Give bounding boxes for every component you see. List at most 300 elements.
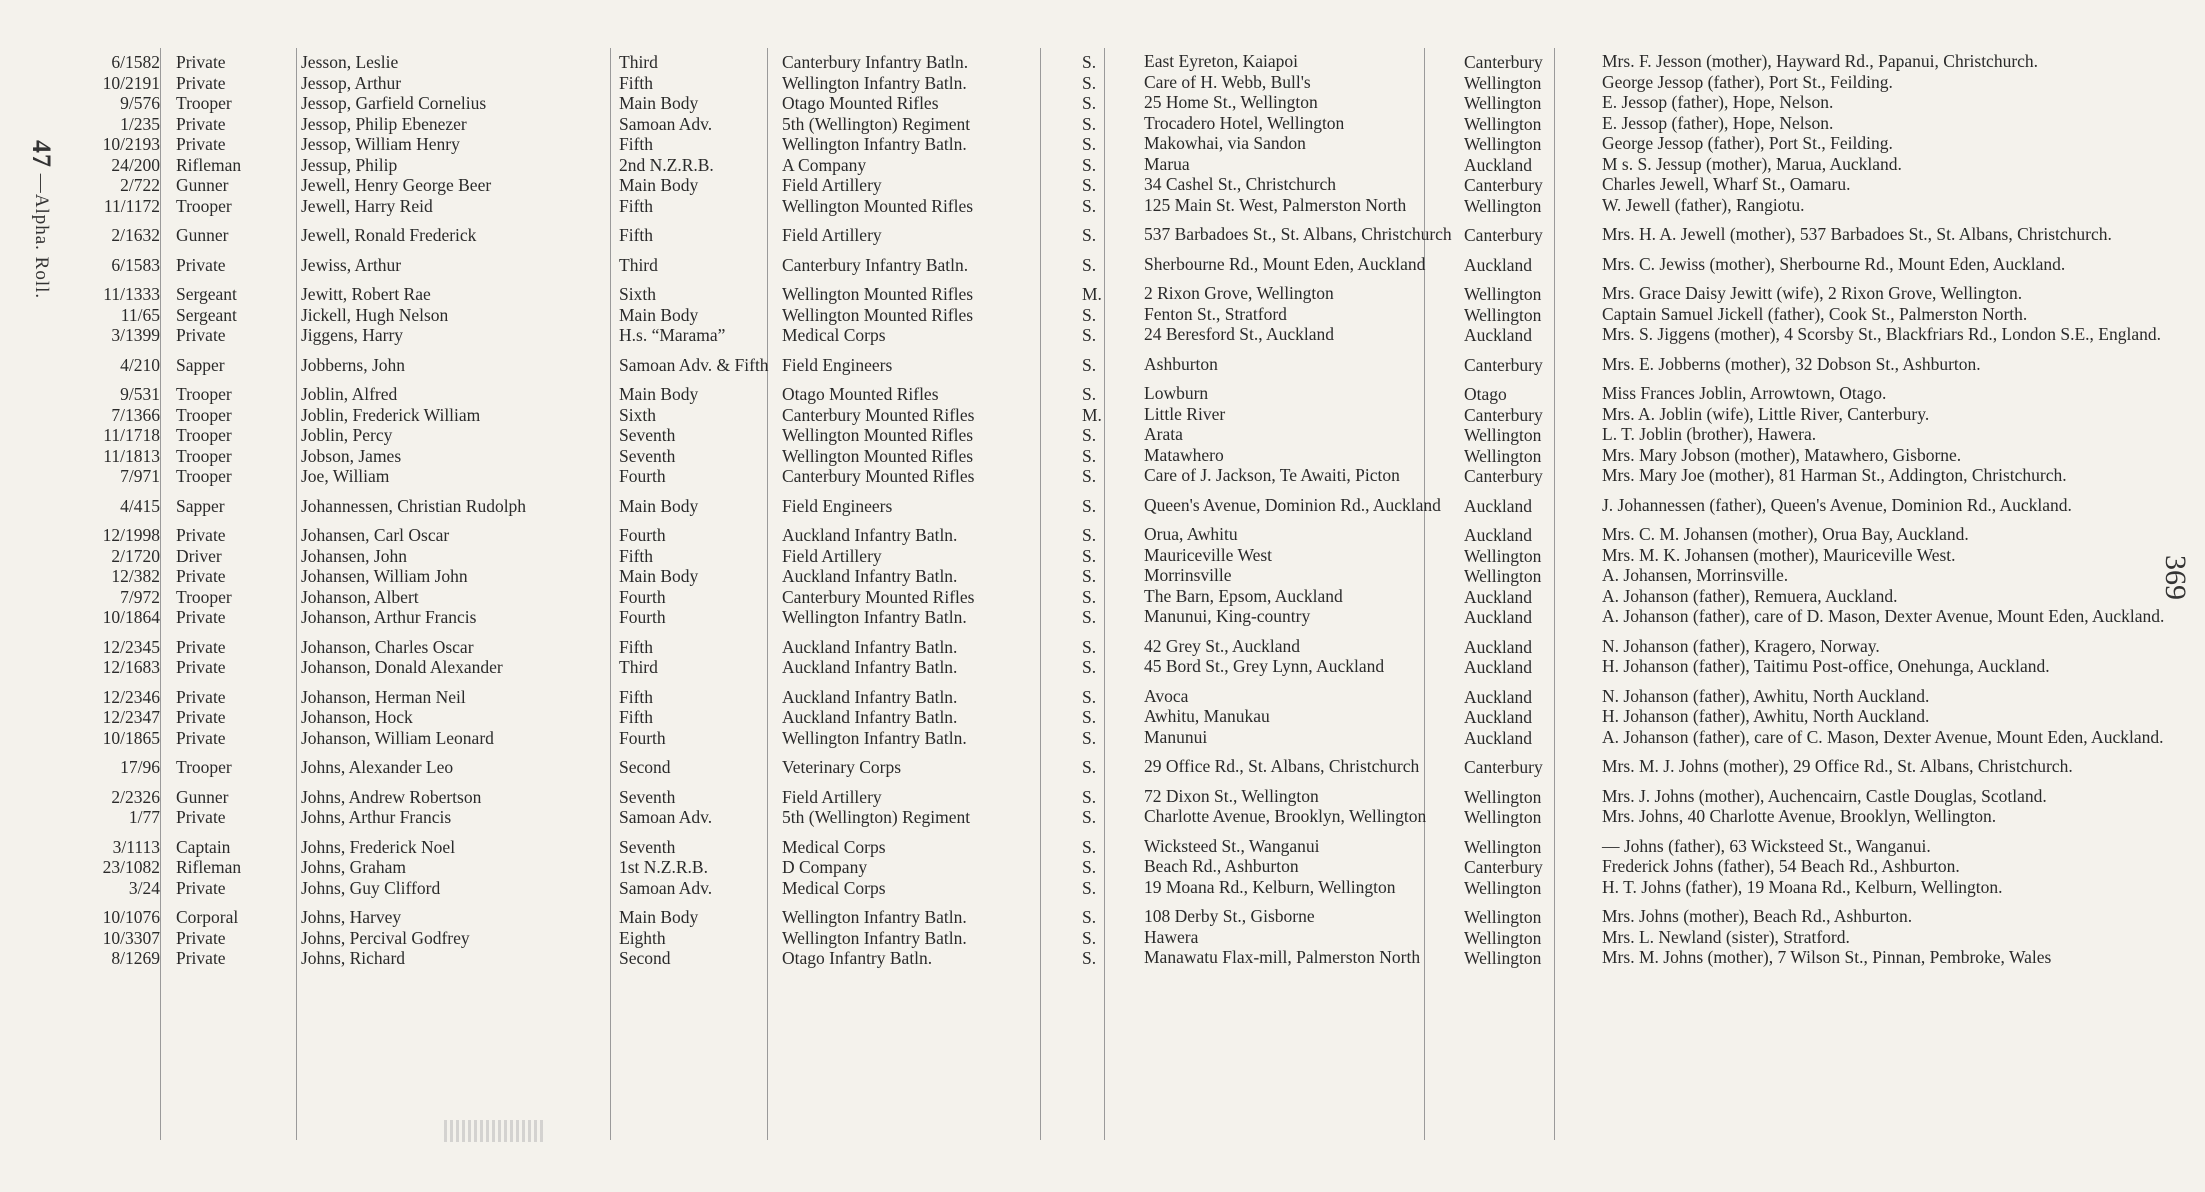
table-row: [60, 607, 2184, 628]
rank-cell: Gunner: [176, 225, 229, 245]
rank-cell: Private: [176, 113, 226, 134]
table-row: [60, 828, 2184, 858]
service-number-cell: 2/1632: [111, 225, 160, 245]
rank-cell: Private: [176, 254, 226, 275]
next-of-kin-cell: W. Jewell (father), Rangiotu.: [1602, 195, 1805, 215]
rank-cell: Sapper: [176, 495, 225, 516]
table-row: [60, 628, 2184, 658]
embarkation-unit-cell: Seventh: [619, 836, 676, 857]
marital-status-cell: M.: [1082, 404, 1102, 425]
corps-cell: Medical Corps: [782, 325, 886, 345]
district-cell: Canterbury: [1464, 175, 1543, 195]
service-number-cell: 4/210: [120, 354, 160, 375]
service-number-cell: 2/722: [120, 175, 160, 195]
embarkation-unit-cell: Fourth: [619, 586, 666, 607]
corps-cell: Canterbury Infantry Batln.: [782, 254, 969, 275]
soldier-name-cell: Jessup, Philip: [301, 154, 398, 175]
corps-cell: Veterinary Corps: [782, 757, 902, 777]
table-row: [60, 346, 2184, 376]
soldier-name-cell: Johns, Guy Clifford: [301, 877, 441, 898]
district-cell: Canterbury: [1464, 757, 1543, 777]
corps-cell: Wellington Infantry Batln.: [782, 907, 967, 927]
last-address-cell: 34 Cashel St., Christchurch: [1144, 175, 1336, 194]
rank-cell: Private: [176, 134, 226, 154]
district-cell: Canterbury: [1464, 354, 1543, 375]
corps-cell: Medical Corps: [782, 836, 886, 857]
embarkation-unit-cell: Main Body: [619, 175, 699, 195]
corps-cell: 5th (Wellington) Regiment: [782, 113, 971, 134]
next-of-kin-cell: E. Jessop (father), Hope, Nelson.: [1602, 113, 1834, 133]
rank-cell: Private: [176, 566, 226, 586]
rank-cell: Trooper: [176, 404, 232, 425]
last-address-cell: Makowhai, via Sandon: [1144, 134, 1306, 153]
rank-cell: Rifleman: [176, 154, 242, 175]
soldier-name-cell: Joe, William: [301, 466, 390, 486]
district-cell: Canterbury: [1464, 225, 1543, 245]
embarkation-unit-cell: 1st N.Z.R.B.: [619, 857, 708, 877]
embarkation-unit-cell: Main Body: [619, 907, 699, 927]
district-cell: Wellington: [1464, 807, 1542, 827]
next-of-kin-cell: A. Johansen, Morrinsville.: [1602, 566, 1789, 585]
corps-cell: Auckland Infantry Batln.: [782, 686, 958, 707]
soldier-name-cell: Johanson, Hock: [301, 707, 413, 727]
service-number-cell: 6/1583: [111, 254, 160, 275]
table-row: [60, 748, 2184, 778]
service-number-cell: 12/2346: [102, 686, 160, 707]
embarkation-unit-cell: Sixth: [619, 284, 656, 304]
district-cell: Wellington: [1464, 134, 1542, 154]
last-address-cell: Awhitu, Manukau: [1144, 707, 1270, 726]
marital-status-cell: S.: [1082, 354, 1097, 375]
table-row: [60, 305, 2184, 326]
district-cell: Auckland: [1464, 607, 1533, 627]
marital-status-cell: S.: [1082, 175, 1097, 195]
soldier-name-cell: Jessop, Garfield Cornelius: [301, 93, 487, 113]
table-row: [60, 657, 2184, 678]
next-of-kin-cell: Mrs. M. Johns (mother), 7 Wilson St., Pinnan, Pembroke, Wales: [1602, 948, 2052, 967]
soldier-name-cell: Johns, Harvey: [301, 907, 402, 927]
service-number-cell: 10/1076: [102, 907, 160, 927]
corps-cell: Canterbury Mounted Rifles: [782, 404, 975, 425]
last-address-cell: 537 Barbadoes St., St. Albans, Christchurch: [1144, 224, 1452, 244]
last-address-cell: Hawera: [1144, 927, 1199, 947]
soldier-name-cell: Jewitt, Robert Rae: [301, 284, 431, 304]
corps-cell: Wellington Mounted Rifles: [782, 195, 974, 216]
next-of-kin-cell: Miss Frances Joblin, Arrowtown, Otago.: [1602, 383, 1887, 403]
service-number-cell: 3/1113: [112, 836, 160, 857]
table-row: [60, 707, 2184, 728]
rank-cell: Gunner: [176, 175, 229, 195]
embarkation-unit-cell: Samoan Adv.: [619, 807, 713, 827]
district-cell: Wellington: [1464, 284, 1542, 304]
next-of-kin-cell: Mrs. Johns (mother), Beach Rd., Ashburton.: [1602, 906, 1913, 926]
next-of-kin-cell: Mrs. A. Joblin (wife), Little River, Canterbury.: [1602, 404, 1930, 424]
service-number-cell: 11/1333: [103, 284, 160, 304]
rank-cell: Private: [176, 607, 226, 627]
marital-status-cell: S.: [1082, 566, 1097, 586]
corps-cell: Auckland Infantry Batln.: [782, 636, 958, 657]
embarkation-unit-cell: Second: [619, 948, 671, 968]
roll-table: [60, 52, 2184, 969]
service-number-cell: 1/77: [128, 807, 160, 827]
next-of-kin-cell: J. Johannessen (father), Queen's Avenue, Dominion Rd., Auckland.: [1602, 494, 2072, 515]
corps-cell: Field Artillery: [782, 545, 882, 566]
service-number-cell: 11/1813: [103, 445, 160, 466]
service-number-cell: 10/2191: [102, 72, 160, 93]
corps-cell: Auckland Infantry Batln.: [782, 566, 958, 586]
table-row: [60, 446, 2184, 467]
service-number-cell: 10/2193: [102, 134, 160, 154]
corps-cell: Wellington Mounted Rifles: [782, 284, 974, 304]
service-number-cell: 12/382: [111, 566, 160, 586]
rank-cell: Private: [176, 72, 226, 93]
page-number: 369: [2159, 555, 2192, 600]
last-address-cell: Morrinsville: [1144, 566, 1232, 585]
marital-status-cell: S.: [1082, 727, 1097, 748]
table-row: [60, 807, 2184, 828]
corps-cell: Canterbury Mounted Rifles: [782, 466, 975, 486]
table-row: [60, 155, 2184, 176]
rank-cell: Trooper: [176, 757, 232, 777]
next-of-kin-cell: Mrs. M. J. Johns (mother), 29 Office Rd., St. Albans, Christchurch.: [1602, 756, 2073, 776]
district-cell: Wellington: [1464, 113, 1542, 134]
table-row: [60, 516, 2184, 546]
last-address-cell: Wicksteed St., Wanganui: [1144, 835, 1320, 856]
last-address-cell: 72 Dixon St., Wellington: [1144, 785, 1319, 806]
table-row: [60, 134, 2184, 155]
embarkation-unit-cell: Eighth: [619, 927, 666, 948]
rank-cell: Trooper: [176, 93, 232, 113]
table-row: [60, 948, 2184, 969]
corps-cell: A Company: [782, 154, 867, 175]
embarkation-unit-cell: Samoan Adv.: [619, 113, 713, 134]
rank-cell: Sergeant: [176, 284, 237, 304]
corps-cell: Wellington Mounted Rifles: [782, 445, 974, 466]
table-row: [60, 857, 2184, 878]
embarkation-unit-cell: Main Body: [619, 384, 699, 404]
last-address-cell: Sherbourne Rd., Mount Eden, Auckland: [1144, 253, 1426, 274]
table-row: [60, 778, 2184, 808]
corps-cell: Field Engineers: [782, 495, 893, 516]
district-cell: Auckland: [1464, 586, 1533, 607]
marital-status-cell: S.: [1082, 907, 1097, 927]
district-cell: Auckland: [1464, 727, 1533, 748]
corps-cell: Wellington Infantry Batln.: [782, 927, 967, 948]
service-number-cell: 10/3307: [102, 927, 160, 948]
district-cell: Canterbury: [1464, 404, 1543, 425]
embarkation-unit-cell: Fifth: [619, 195, 654, 216]
rank-cell: Trooper: [176, 425, 232, 445]
last-address-cell: Orua, Awhitu: [1144, 524, 1238, 544]
last-address-cell: Care of H. Webb, Bull's: [1144, 72, 1311, 92]
corps-cell: Auckland Infantry Batln.: [782, 707, 958, 727]
marital-status-cell: S.: [1082, 466, 1097, 486]
last-address-cell: Manunui: [1144, 727, 1208, 747]
district-cell: Wellington: [1464, 545, 1542, 566]
table-row: [60, 73, 2184, 94]
service-number-cell: 17/96: [120, 757, 160, 777]
next-of-kin-cell: H. T. Johns (father), 19 Moana Rd., Kelburn, Wellington.: [1602, 877, 2003, 897]
soldier-name-cell: Joblin, Percy: [301, 425, 393, 445]
table-row: [60, 898, 2184, 928]
soldier-name-cell: Jessop, Arthur: [301, 72, 402, 93]
service-number-cell: 9/576: [120, 93, 160, 113]
corps-cell: Wellington Infantry Batln.: [782, 134, 967, 154]
service-number-cell: 11/1718: [103, 425, 160, 445]
soldier-name-cell: Johannessen, Christian Rudolph: [301, 495, 527, 516]
table-row: [60, 52, 2184, 73]
rank-cell: Private: [176, 927, 226, 948]
rank-cell: Private: [176, 948, 226, 968]
next-of-kin-cell: H. Johanson (father), Taitimu Post-office, Onehunga, Auckland.: [1602, 657, 2050, 676]
service-number-cell: 7/972: [120, 586, 160, 607]
corps-cell: Field Engineers: [782, 354, 893, 375]
table-row: [60, 678, 2184, 708]
district-cell: Otago: [1464, 384, 1507, 404]
next-of-kin-cell: Mrs. S. Jiggens (mother), 4 Scorsby St., Blackfriars Rd., London S.E., England.: [1602, 325, 2161, 344]
district-cell: Auckland: [1464, 495, 1533, 516]
embarkation-unit-cell: Sixth: [619, 404, 656, 425]
soldier-name-cell: Joblin, Alfred: [301, 384, 398, 404]
rank-cell: Private: [176, 325, 226, 345]
embarkation-unit-cell: Third: [619, 657, 658, 677]
service-number-cell: 1/235: [120, 113, 160, 134]
margin-label-number: 47: [27, 140, 56, 168]
roll-body: [60, 52, 2184, 969]
table-row: [60, 196, 2184, 217]
marital-status-cell: S.: [1082, 927, 1097, 948]
rank-cell: Trooper: [176, 466, 232, 486]
next-of-kin-cell: Mrs. F. Jesson (mother), Hayward Rd., Papanui, Christchurch.: [1602, 52, 2039, 71]
soldier-name-cell: Johns, Arthur Francis: [301, 807, 452, 827]
soldier-name-cell: Jobson, James: [301, 445, 402, 466]
district-cell: Auckland: [1464, 686, 1533, 707]
soldier-name-cell: Jickell, Hugh Nelson: [301, 304, 449, 325]
last-address-cell: 25 Home St., Wellington: [1144, 93, 1318, 112]
soldier-name-cell: Johansen, William John: [301, 566, 468, 586]
rank-cell: Private: [176, 727, 226, 748]
rank-cell: Trooper: [176, 586, 232, 607]
last-address-cell: 24 Beresford St., Auckland: [1144, 325, 1335, 344]
embarkation-unit-cell: Fourth: [619, 466, 666, 486]
margin-label-text: —Alpha. Roll.: [31, 173, 52, 300]
next-of-kin-cell: A. Johanson (father), care of D. Mason, Dexter Avenue, Mount Eden, Auckland.: [1602, 607, 2165, 626]
last-address-cell: The Barn, Epsom, Auckland: [1144, 586, 1343, 606]
corps-cell: Otago Infantry Batln.: [782, 948, 933, 968]
last-address-cell: 42 Grey St., Auckland: [1144, 635, 1301, 656]
marital-status-cell: S.: [1082, 384, 1097, 404]
district-cell: Wellington: [1464, 195, 1542, 216]
next-of-kin-cell: A. Johanson (father), care of C. Mason, Dexter Avenue, Mount Eden, Auckland.: [1602, 727, 2164, 747]
marital-status-cell: S.: [1082, 134, 1097, 154]
rank-cell: Private: [176, 707, 226, 727]
last-address-cell: Arata: [1144, 425, 1183, 444]
soldier-name-cell: Johns, Richard: [301, 948, 406, 968]
last-address-cell: Little River: [1144, 404, 1226, 424]
table-row: [60, 275, 2184, 305]
marital-status-cell: S.: [1082, 877, 1097, 898]
district-cell: Wellington: [1464, 566, 1542, 586]
corps-cell: Otago Mounted Rifles: [782, 93, 939, 113]
next-of-kin-cell: Mrs. Mary Joe (mother), 81 Harman St., Addington, Christchurch.: [1602, 466, 2067, 485]
embarkation-unit-cell: 2nd N.Z.R.B.: [619, 154, 714, 175]
marital-status-cell: S.: [1082, 757, 1097, 777]
rank-cell: Private: [176, 807, 226, 827]
service-number-cell: 12/1998: [102, 525, 160, 545]
last-address-cell: Ashburton: [1144, 353, 1218, 374]
district-cell: Canterbury: [1464, 466, 1543, 486]
marital-status-cell: S.: [1082, 154, 1097, 175]
district-cell: Auckland: [1464, 525, 1533, 545]
embarkation-unit-cell: Fourth: [619, 607, 666, 627]
service-number-cell: 11/1172: [103, 195, 160, 216]
district-cell: Auckland: [1464, 636, 1533, 657]
district-cell: Auckland: [1464, 325, 1533, 345]
district-cell: Wellington: [1464, 907, 1542, 927]
last-address-cell: Care of J. Jackson, Te Awaiti, Picton: [1144, 466, 1400, 485]
marital-status-cell: S.: [1082, 586, 1097, 607]
embarkation-unit-cell: Fifth: [619, 707, 654, 727]
table-row: [60, 487, 2184, 517]
corps-cell: Field Artillery: [782, 786, 882, 807]
corps-cell: Wellington Infantry Batln.: [782, 607, 967, 627]
last-address-cell: East Eyreton, Kaiapoi: [1144, 52, 1299, 71]
embarkation-unit-cell: Samoan Adv. & Fifth: [619, 354, 769, 375]
soldier-name-cell: Jewell, Ronald Frederick: [301, 225, 477, 245]
soldier-name-cell: Johns, Percival Godfrey: [301, 927, 470, 948]
embarkation-unit-cell: Fifth: [619, 636, 654, 657]
next-of-kin-cell: Mrs. Johns, 40 Charlotte Avenue, Brooklyn, Wellington.: [1602, 807, 1997, 826]
marital-status-cell: S.: [1082, 707, 1097, 727]
marital-status-cell: S.: [1082, 857, 1097, 877]
marital-status-cell: M.: [1082, 284, 1102, 304]
soldier-name-cell: Johns, Alexander Leo: [301, 757, 454, 777]
last-address-cell: 29 Office Rd., St. Albans, Christchurch: [1144, 756, 1420, 776]
service-number-cell: 7/971: [120, 466, 160, 486]
marital-status-cell: S.: [1082, 113, 1097, 134]
marital-status-cell: S.: [1082, 607, 1097, 627]
table-row: [60, 928, 2184, 949]
marital-status-cell: S.: [1082, 495, 1097, 516]
table-row: [60, 566, 2184, 587]
service-number-cell: 24/200: [111, 154, 160, 175]
corps-cell: Canterbury Mounted Rifles: [782, 586, 975, 607]
last-address-cell: 108 Derby St., Gisborne: [1144, 906, 1315, 926]
last-address-cell: Lowburn: [1144, 383, 1209, 403]
corps-cell: Auckland Infantry Batln.: [782, 657, 958, 677]
marital-status-cell: S.: [1082, 686, 1097, 707]
service-number-cell: 2/1720: [111, 545, 160, 566]
rank-cell: Private: [176, 636, 226, 657]
service-number-cell: 6/1582: [111, 52, 160, 72]
district-cell: Auckland: [1464, 254, 1533, 275]
service-number-cell: 12/1683: [102, 657, 160, 677]
rank-cell: Corporal: [176, 907, 239, 927]
district-cell: Wellington: [1464, 304, 1542, 325]
rank-cell: Private: [176, 52, 226, 72]
embarkation-unit-cell: H.s. “Marama”: [619, 325, 726, 345]
corps-cell: Auckland Infantry Batln.: [782, 525, 958, 545]
district-cell: Canterbury: [1464, 52, 1543, 72]
marital-status-cell: S.: [1082, 948, 1097, 968]
district-cell: Wellington: [1464, 425, 1542, 445]
corps-cell: Wellington Infantry Batln.: [782, 727, 967, 748]
marital-status-cell: S.: [1082, 636, 1097, 657]
next-of-kin-cell: — Johns (father), 63 Wicksteed St., Wanganui.: [1602, 835, 1931, 856]
district-cell: Wellington: [1464, 877, 1542, 898]
rank-cell: Private: [176, 525, 226, 545]
table-row: [60, 466, 2184, 487]
service-number-cell: 2/2326: [111, 786, 160, 807]
table-row: [60, 175, 2184, 196]
soldier-name-cell: Johns, Frederick Noel: [301, 836, 456, 857]
last-address-cell: Queen's Avenue, Dominion Rd., Auckland: [1144, 494, 1441, 515]
last-address-cell: Charlotte Avenue, Brooklyn, Wellington: [1144, 807, 1427, 826]
next-of-kin-cell: Mrs. H. A. Jewell (mother), 537 Barbadoes St., St. Albans, Christchurch.: [1602, 224, 2112, 244]
marital-status-cell: S.: [1082, 52, 1097, 72]
soldier-name-cell: Johansen, Carl Oscar: [301, 525, 450, 545]
embarkation-unit-cell: Fifth: [619, 545, 654, 566]
marital-status-cell: S.: [1082, 786, 1097, 807]
rank-cell: Gunner: [176, 786, 229, 807]
embarkation-unit-cell: Fifth: [619, 225, 654, 245]
embarkation-unit-cell: Second: [619, 757, 671, 777]
last-address-cell: Matawhero: [1144, 445, 1224, 465]
rank-cell: Trooper: [176, 445, 232, 466]
service-number-cell: 12/2347: [102, 707, 160, 727]
rank-cell: Sergeant: [176, 304, 237, 325]
next-of-kin-cell: L. T. Joblin (brother), Hawera.: [1602, 425, 1817, 444]
next-of-kin-cell: Captain Samuel Jickell (father), Cook St., Palmerston North.: [1602, 304, 2028, 324]
soldier-name-cell: Jobberns, John: [301, 354, 406, 375]
service-number-cell: 7/1366: [111, 404, 160, 425]
soldier-name-cell: Johanson, William Leonard: [301, 727, 494, 748]
marital-status-cell: S.: [1082, 325, 1097, 345]
table-row: [60, 246, 2184, 276]
service-number-cell: 10/1865: [102, 727, 160, 748]
marital-status-cell: S.: [1082, 425, 1097, 445]
last-address-cell: Manunui, King-country: [1144, 607, 1311, 626]
district-cell: Wellington: [1464, 948, 1542, 968]
table-row: [60, 114, 2184, 135]
soldier-name-cell: Johansen, John: [301, 545, 407, 566]
next-of-kin-cell: Mrs. C. M. Johansen (mother), Orua Bay, Auckland.: [1602, 524, 1969, 544]
rank-cell: Sapper: [176, 354, 225, 375]
soldier-name-cell: Johanson, Herman Neil: [301, 686, 466, 707]
district-cell: Wellington: [1464, 786, 1542, 807]
marital-status-cell: S.: [1082, 445, 1097, 466]
district-cell: Wellington: [1464, 445, 1542, 466]
next-of-kin-cell: A. Johanson (father), Remuera, Auckland.: [1602, 586, 1898, 606]
service-number-cell: 23/1082: [102, 857, 160, 877]
soldier-name-cell: Jewiss, Arthur: [301, 254, 402, 275]
district-cell: Wellington: [1464, 93, 1542, 113]
last-address-cell: Trocadero Hotel, Wellington: [1144, 113, 1345, 133]
marital-status-cell: S.: [1082, 72, 1097, 93]
corps-cell: Wellington Mounted Rifles: [782, 304, 974, 325]
corps-cell: Canterbury Infantry Batln.: [782, 52, 969, 72]
next-of-kin-cell: M s. S. Jessup (mother), Marua, Auckland.: [1602, 154, 1902, 174]
service-number-cell: 12/2345: [102, 636, 160, 657]
marital-status-cell: S.: [1082, 545, 1097, 566]
embarkation-unit-cell: Samoan Adv.: [619, 877, 713, 898]
last-address-cell: Manawatu Flax-mill, Palmerston North: [1144, 948, 1421, 967]
district-cell: Wellington: [1464, 927, 1542, 948]
table-row: [60, 325, 2184, 346]
marital-status-cell: S.: [1082, 254, 1097, 275]
embarkation-unit-cell: Fifth: [619, 686, 654, 707]
embarkation-unit-cell: Third: [619, 52, 658, 72]
